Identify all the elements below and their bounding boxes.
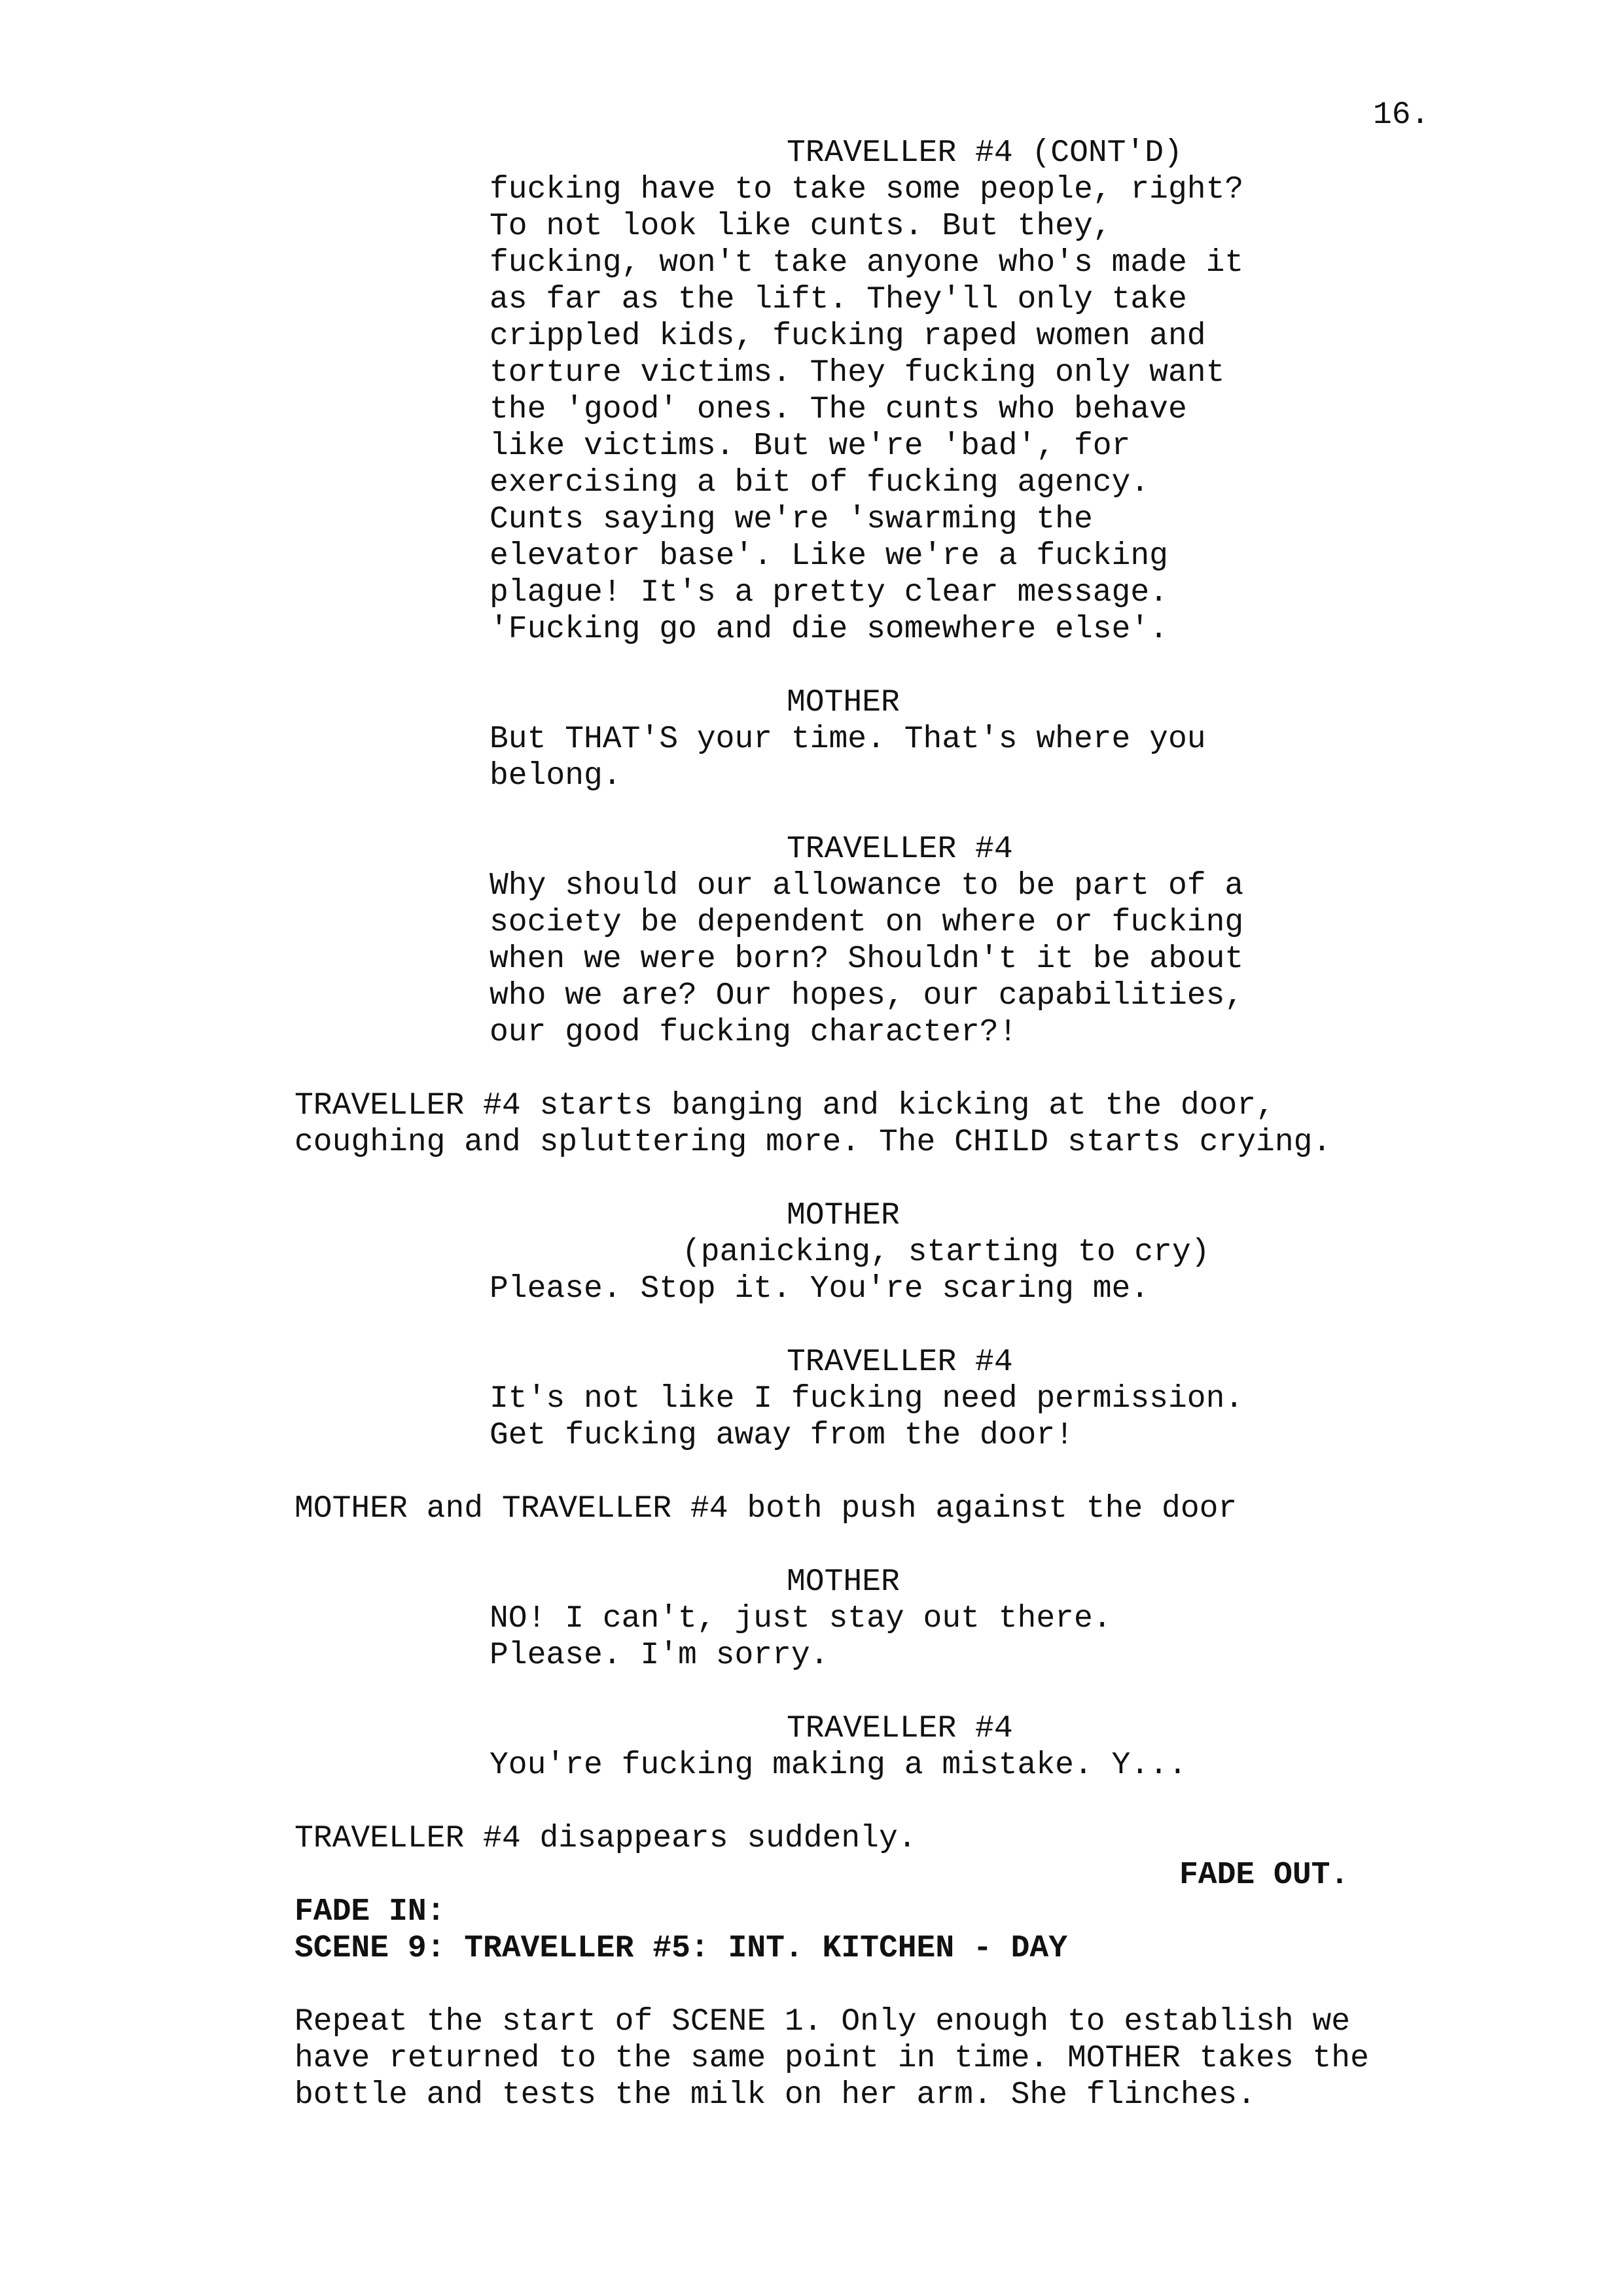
dialogue-line: torture victims. They fucking only want	[490, 355, 1225, 391]
dialogue-line: 'Fucking go and die somewhere else'.	[490, 612, 1168, 647]
dialogue-line: Please. I'm sorry.	[490, 1638, 829, 1673]
dialogue-line: To not look like cunts. But they,	[490, 209, 1112, 244]
dialogue-line: But THAT'S your time. That's where you	[490, 722, 1206, 757]
page-number: 16.	[1373, 97, 1430, 133]
dialogue-line: crippled kids, fucking raped women and	[490, 319, 1206, 354]
action-line: Repeat the start of SCENE 1. Only enough to establish we	[294, 2004, 1351, 2040]
dialogue-line: fucking, won't take anyone who's made it	[490, 245, 1244, 281]
dialogue-line: plague! It's a pretty clear message.	[490, 575, 1168, 610]
transition: FADE OUT.	[1179, 1858, 1349, 1893]
dialogue-line: the 'good' ones. The cunts who behave	[490, 392, 1187, 427]
dialogue-line: It's not like I fucking need permission.	[490, 1381, 1244, 1417]
dialogue-line: elevator base'. Like we're a fucking	[490, 539, 1168, 574]
action-line: have returned to the same point in time. MOTHER takes the	[294, 2041, 1369, 2076]
dialogue-line: our good fucking character?!	[490, 1015, 1018, 1050]
character-cue: MOTHER	[787, 685, 900, 720]
character-cue: TRAVELLER #4	[787, 832, 1013, 867]
transition-fade-in: FADE IN:	[294, 1894, 446, 1930]
dialogue-line: Cunts saying we're 'swarming the	[490, 502, 1093, 537]
character-cue: TRAVELLER #4	[787, 1711, 1013, 1746]
dialogue-line: Get fucking away from the door!	[490, 1418, 1074, 1453]
action-line: TRAVELLER #4 disappears suddenly.	[294, 1821, 917, 1856]
dialogue-line: as far as the lift. They'll only take	[490, 282, 1187, 317]
dialogue-line: exercising a bit of fucking agency.	[490, 465, 1150, 501]
dialogue-line: who we are? Our hopes, our capabilities,	[490, 978, 1244, 1014]
dialogue-line: You're fucking making a mistake. Y...	[490, 1748, 1187, 1783]
action-line: bottle and tests the milk on her arm. She flinches.	[294, 2077, 1257, 2113]
dialogue-line: fucking have to take some people, right?	[490, 172, 1244, 207]
character-cue: TRAVELLER #4	[787, 1345, 1013, 1380]
character-cue: MOTHER	[787, 1198, 900, 1233]
character-cue: MOTHER	[787, 1564, 900, 1600]
dialogue-line: society be dependent on where or fucking	[490, 905, 1244, 940]
scene-heading: SCENE 9: TRAVELLER #5: INT. KITCHEN - DAY	[294, 1931, 1067, 1966]
parenthetical: (panicking, starting to cry)	[682, 1235, 1210, 1270]
dialogue-line: belong.	[490, 758, 622, 794]
dialogue-line: Please. Stop it. You're scaring me.	[490, 1271, 1150, 1307]
dialogue-line: NO! I can't, just stay out there.	[490, 1601, 1112, 1636]
dialogue-line: Why should our allowance to be part of a	[490, 868, 1244, 904]
character-cue: TRAVELLER #4 (CONT'D)	[787, 135, 1183, 171]
action-line: MOTHER and TRAVELLER #4 both push against the door	[294, 1491, 1238, 1527]
action-line: TRAVELLER #4 starts banging and kicking at the door,	[294, 1088, 1275, 1123]
action-line: coughing and spluttering more. The CHILD starts crying.	[294, 1125, 1332, 1160]
dialogue-line: when we were born? Shouldn't it be about	[490, 942, 1244, 977]
dialogue-line: like victims. But we're 'bad', for	[490, 429, 1131, 464]
